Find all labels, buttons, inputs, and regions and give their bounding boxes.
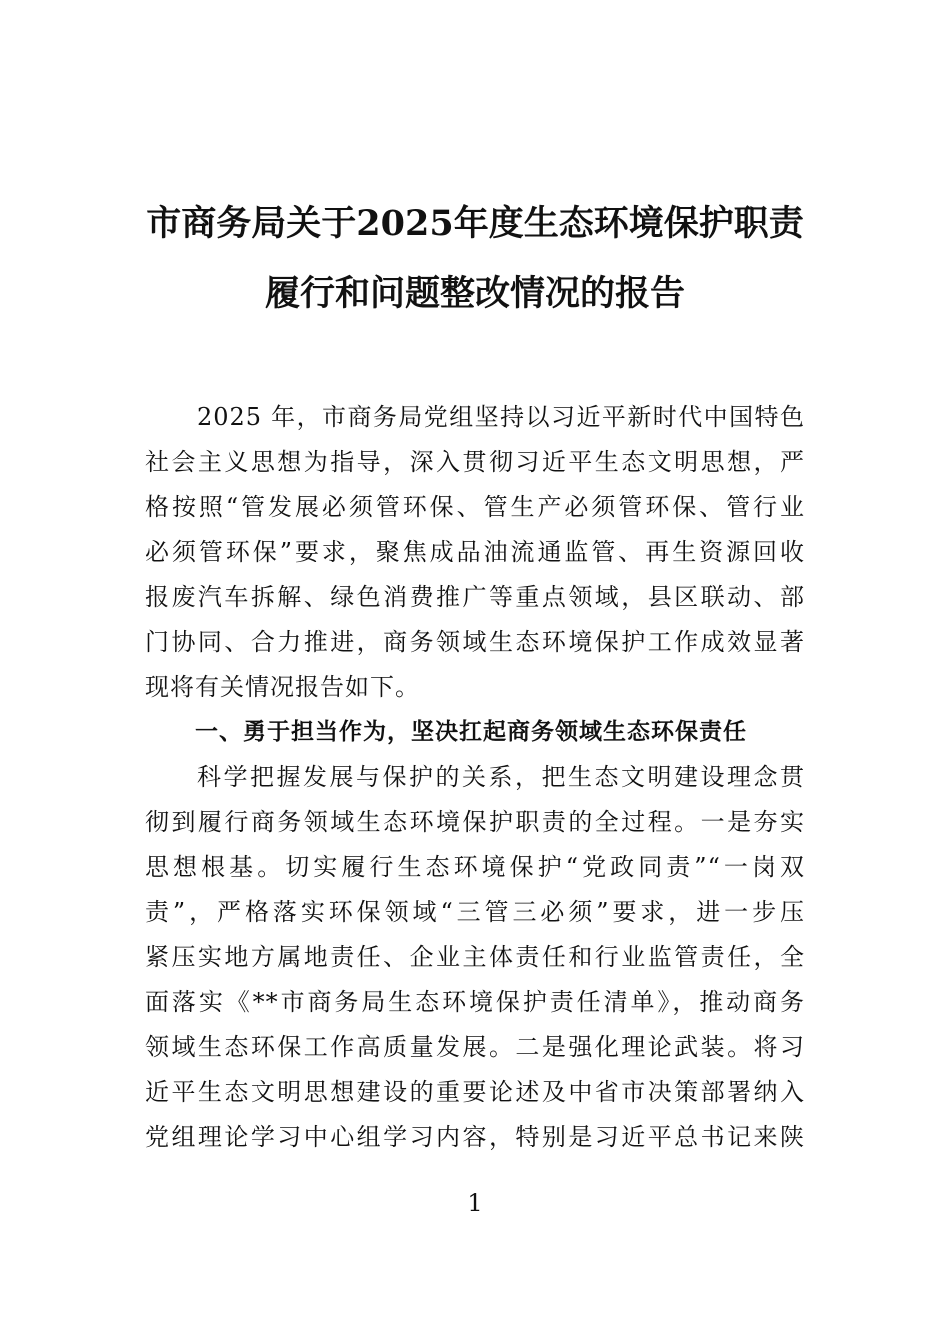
paragraph-2-line-8: 近平生态文明思想建设的重要论述及中省市决策部署纳入 (145, 1078, 805, 1106)
paragraph-2-line-5: 紧压实地方属地责任、企业主体责任和行业监管责任，全 (145, 943, 805, 971)
paragraph-2-line-7: 领域生态环保工作高质量发展。二是强化理论武装。将习 (145, 1033, 805, 1061)
section-heading-1: 一、勇于担当作为，坚决扛起商务领域生态环保责任 (195, 719, 747, 745)
paragraph-1-line-1: 2025 年，市商务局党组坚持以习近平新时代中国特色 (197, 403, 805, 431)
paragraph-2-line-2: 彻到履行商务领域生态环境保护职责的全过程。一是夯实 (145, 808, 805, 836)
paragraph-2-line-4: 责”，严格落实环保领域“三管三必须”要求，进一步压 (145, 898, 805, 926)
paragraph-2-line-6: 面落实《**市商务局生态环境保护责任清单》，推动商务 (145, 988, 805, 1016)
paragraph-2-line-1: 科学把握发展与保护的关系，把生态文明建设理念贯 (197, 763, 805, 791)
paragraph-1-line-2: 社会主义思想为指导，深入贯彻习近平生态文明思想，严 (145, 448, 805, 476)
page-number: 1 (467, 1189, 483, 1217)
paragraph-2-line-3: 思想根基。切实履行生态环境保护“党政同责”“一岗双 (145, 853, 805, 881)
paragraph-1-line-4: 必须管环保”要求，聚焦成品油流通监管、再生资源回收 (145, 538, 805, 566)
paragraph-1-line-5: 报废汽车拆解、绿色消费推广等重点领域，县区联动、部 (145, 583, 805, 611)
report-title-line-2: 履行和问题整改情况的报告 (264, 273, 685, 314)
paragraph-2-line-9: 党组理论学习中心组学习内容，特别是习近平总书记来陕 (145, 1123, 805, 1151)
paragraph-1-line-3: 格按照“管发展必须管环保、管生产必须管环保、管行业 (145, 493, 805, 521)
report-title-line-1: 市商务局关于2025年度生态环境保护职责 (146, 203, 804, 244)
paragraph-1-line-6: 门协同、合力推进，商务领域生态环境保护工作成效显著 (145, 628, 805, 656)
paragraph-1-line-7: 现将有关情况报告如下。 (145, 673, 420, 701)
